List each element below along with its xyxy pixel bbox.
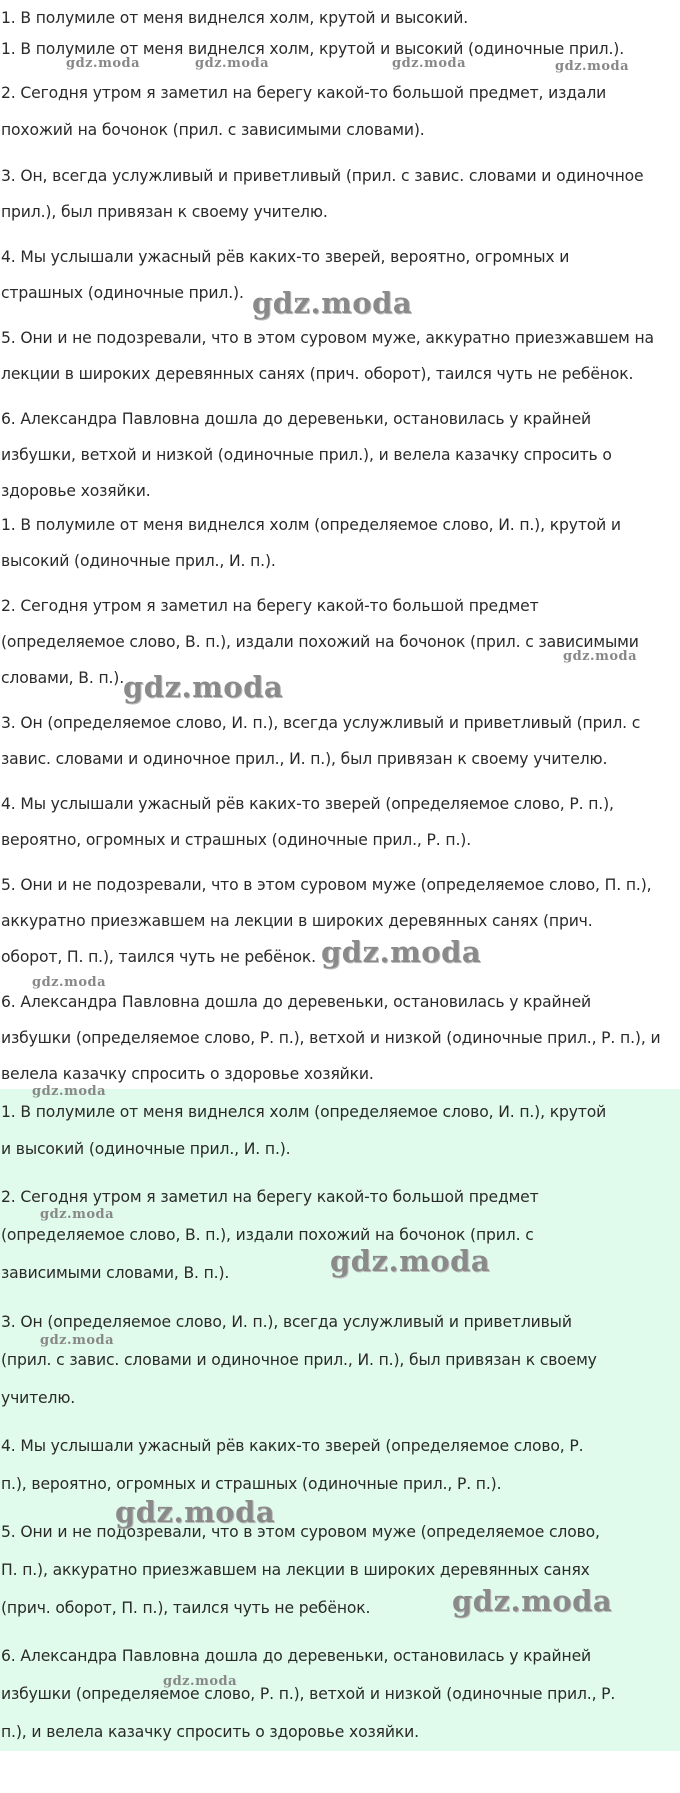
text-line: п.), вероятно, огромных и страшных (одиночные прил., Р. п.). — [1, 1475, 502, 1493]
text-line: 4. Мы услышали ужасный рёв каких-то зверей (определяемое слово, Р. — [1, 1437, 584, 1455]
watermark: gdz.moda — [32, 1084, 107, 1099]
text-line: 3. Он (определяемое слово, И. п.), всегда услужливый и приветливый — [1, 1313, 572, 1331]
text-line: 4. Мы услышали ужасный рёв каких-то зверей, вероятно, огромных и — [1, 248, 570, 266]
text-line: 6. Александра Павловна дошла до деревеньки, остановилась у крайней — [1, 410, 592, 428]
watermark: gdz.moda — [195, 56, 270, 71]
watermark: gdz.moda — [321, 935, 482, 969]
text-line: (определяемое слово, В. п.), издали похожий на бочонок (прил. с зависимыми — [1, 633, 639, 651]
text-line: 1. В полумиле от меня виднелся холм (определяемое слово, И. п.), крутой — [1, 1103, 607, 1121]
text-line: и высокий (одиночные прил., И. п.). — [1, 1140, 291, 1158]
text-line: 5. Они и не подозревали, что в этом суровом муже, аккуратно приезжавшем на — [1, 329, 654, 347]
text-line: 1. В полумиле от меня виднелся холм (определяемое слово, И. п.), крутой и — [1, 516, 621, 534]
text-line: (прич. оборот, П. п.), таился чуть не ребёнок. — [1, 1599, 371, 1617]
watermark: gdz.moda — [452, 1584, 613, 1618]
text-line: высокий (одиночные прил., И. п.). — [1, 552, 276, 570]
watermark: gdz.moda — [40, 1333, 115, 1348]
text-line: 4. Мы услышали ужасный рёв каких-то зверей (определяемое слово, Р. п.), — [1, 795, 614, 813]
section-highlighted-answer — [0, 1089, 680, 1751]
text-line: учителю. — [1, 1389, 76, 1407]
text-line: 2. Сегодня утром я заметил на берегу какой-то большой предмет, издали — [1, 84, 607, 102]
text-line: 3. Он (определяемое слово, И. п.), всегда услужливый и приветливый (прил. с — [1, 714, 641, 732]
text-line: велела казачку спросить о здоровье хозяйки. — [1, 1065, 374, 1083]
text-line: вероятно, огромных и страшных (одиночные прил., Р. п.). — [1, 831, 472, 849]
text-line: избушки (определяемое слово, Р. п.), ветхой и низкой (одиночные прил., Р. п.), и — [1, 1029, 661, 1047]
watermark: gdz.moda — [392, 56, 467, 71]
text-line: (определяемое слово, В. п.), издали похожий на бочонок (прил. с — [1, 1226, 534, 1244]
text-line: (прил. с завис. словами и одиночное прил., И. п.), был привязан к своему — [1, 1351, 597, 1369]
text-line: 1. В полумиле от меня виднелся холм, крутой и высокий. — [1, 9, 469, 27]
watermark: gdz.moda — [40, 1207, 115, 1222]
watermark: gdz.moda — [66, 56, 141, 71]
text-line: избушки (определяемое слово, Р. п.), ветхой и низкой (одиночные прил., Р. — [1, 1685, 616, 1703]
text-line: лекции в широких деревянных санях (прич. оборот), таился чуть не ребёнок. — [1, 365, 634, 383]
text-line: 6. Александра Павловна дошла до деревеньки, остановилась у крайней — [1, 1647, 592, 1665]
text-line: 3. Он, всегда услужливый и приветливый (прил. с завис. словами и одиночное — [1, 167, 644, 185]
text-line: завис. словами и одиночное прил., И. п.), был привязан к своему учителю. — [1, 750, 608, 768]
text-line: прил.), был привязан к своему учителю. — [1, 203, 328, 221]
text-line: П. п.), аккуратно приезжавшем на лекции в широких деревянных санях — [1, 1561, 590, 1579]
watermark: gdz.moda — [252, 286, 413, 320]
text-line: здоровье хозяйки. — [1, 482, 151, 500]
text-line: похожий на бочонок (прил. с зависимыми словами). — [1, 121, 425, 139]
text-line: 6. Александра Павловна дошла до деревеньки, остановилась у крайней — [1, 993, 592, 1011]
watermark: gdz.moda — [123, 670, 284, 704]
watermark: gdz.moda — [563, 649, 638, 664]
text-line: п.), и велела казачку спросить о здоровье хозяйки. — [1, 1723, 419, 1741]
text-line: зависимыми словами, В. п.). — [1, 1264, 230, 1282]
watermark: gdz.moda — [330, 1244, 491, 1278]
text-line: 5. Они и не подозревали, что в этом суровом муже (определяемое слово, П. п.), — [1, 876, 652, 894]
text-line: 2. Сегодня утром я заметил на берегу какой-то большой предмет — [1, 1188, 539, 1206]
text-line: 2. Сегодня утром я заметил на берегу какой-то большой предмет — [1, 597, 539, 615]
watermark: gdz.moda — [163, 1674, 238, 1689]
text-line: 5. Они и не подозревали, что в этом суровом муже (определяемое слово, — [1, 1523, 600, 1541]
text-line: оборот, П. п.), таился чуть не ребёнок. — [1, 948, 316, 966]
text-line: страшных (одиночные прил.). — [1, 284, 244, 302]
text-line: аккуратно приезжавшем на лекции в широких деревянных санях (прич. — [1, 912, 593, 930]
text-line: 1. В полумиле от меня виднелся холм, крутой и высокий (одиночные прил.). — [1, 40, 625, 58]
text-line: избушки, ветхой и низкой (одиночные прил.), и велела казачку спросить о — [1, 446, 612, 464]
watermark: gdz.moda — [115, 1495, 276, 1529]
watermark: gdz.moda — [555, 59, 630, 74]
text-line: словами, В. п.). — [1, 669, 125, 687]
watermark: gdz.moda — [32, 975, 107, 990]
